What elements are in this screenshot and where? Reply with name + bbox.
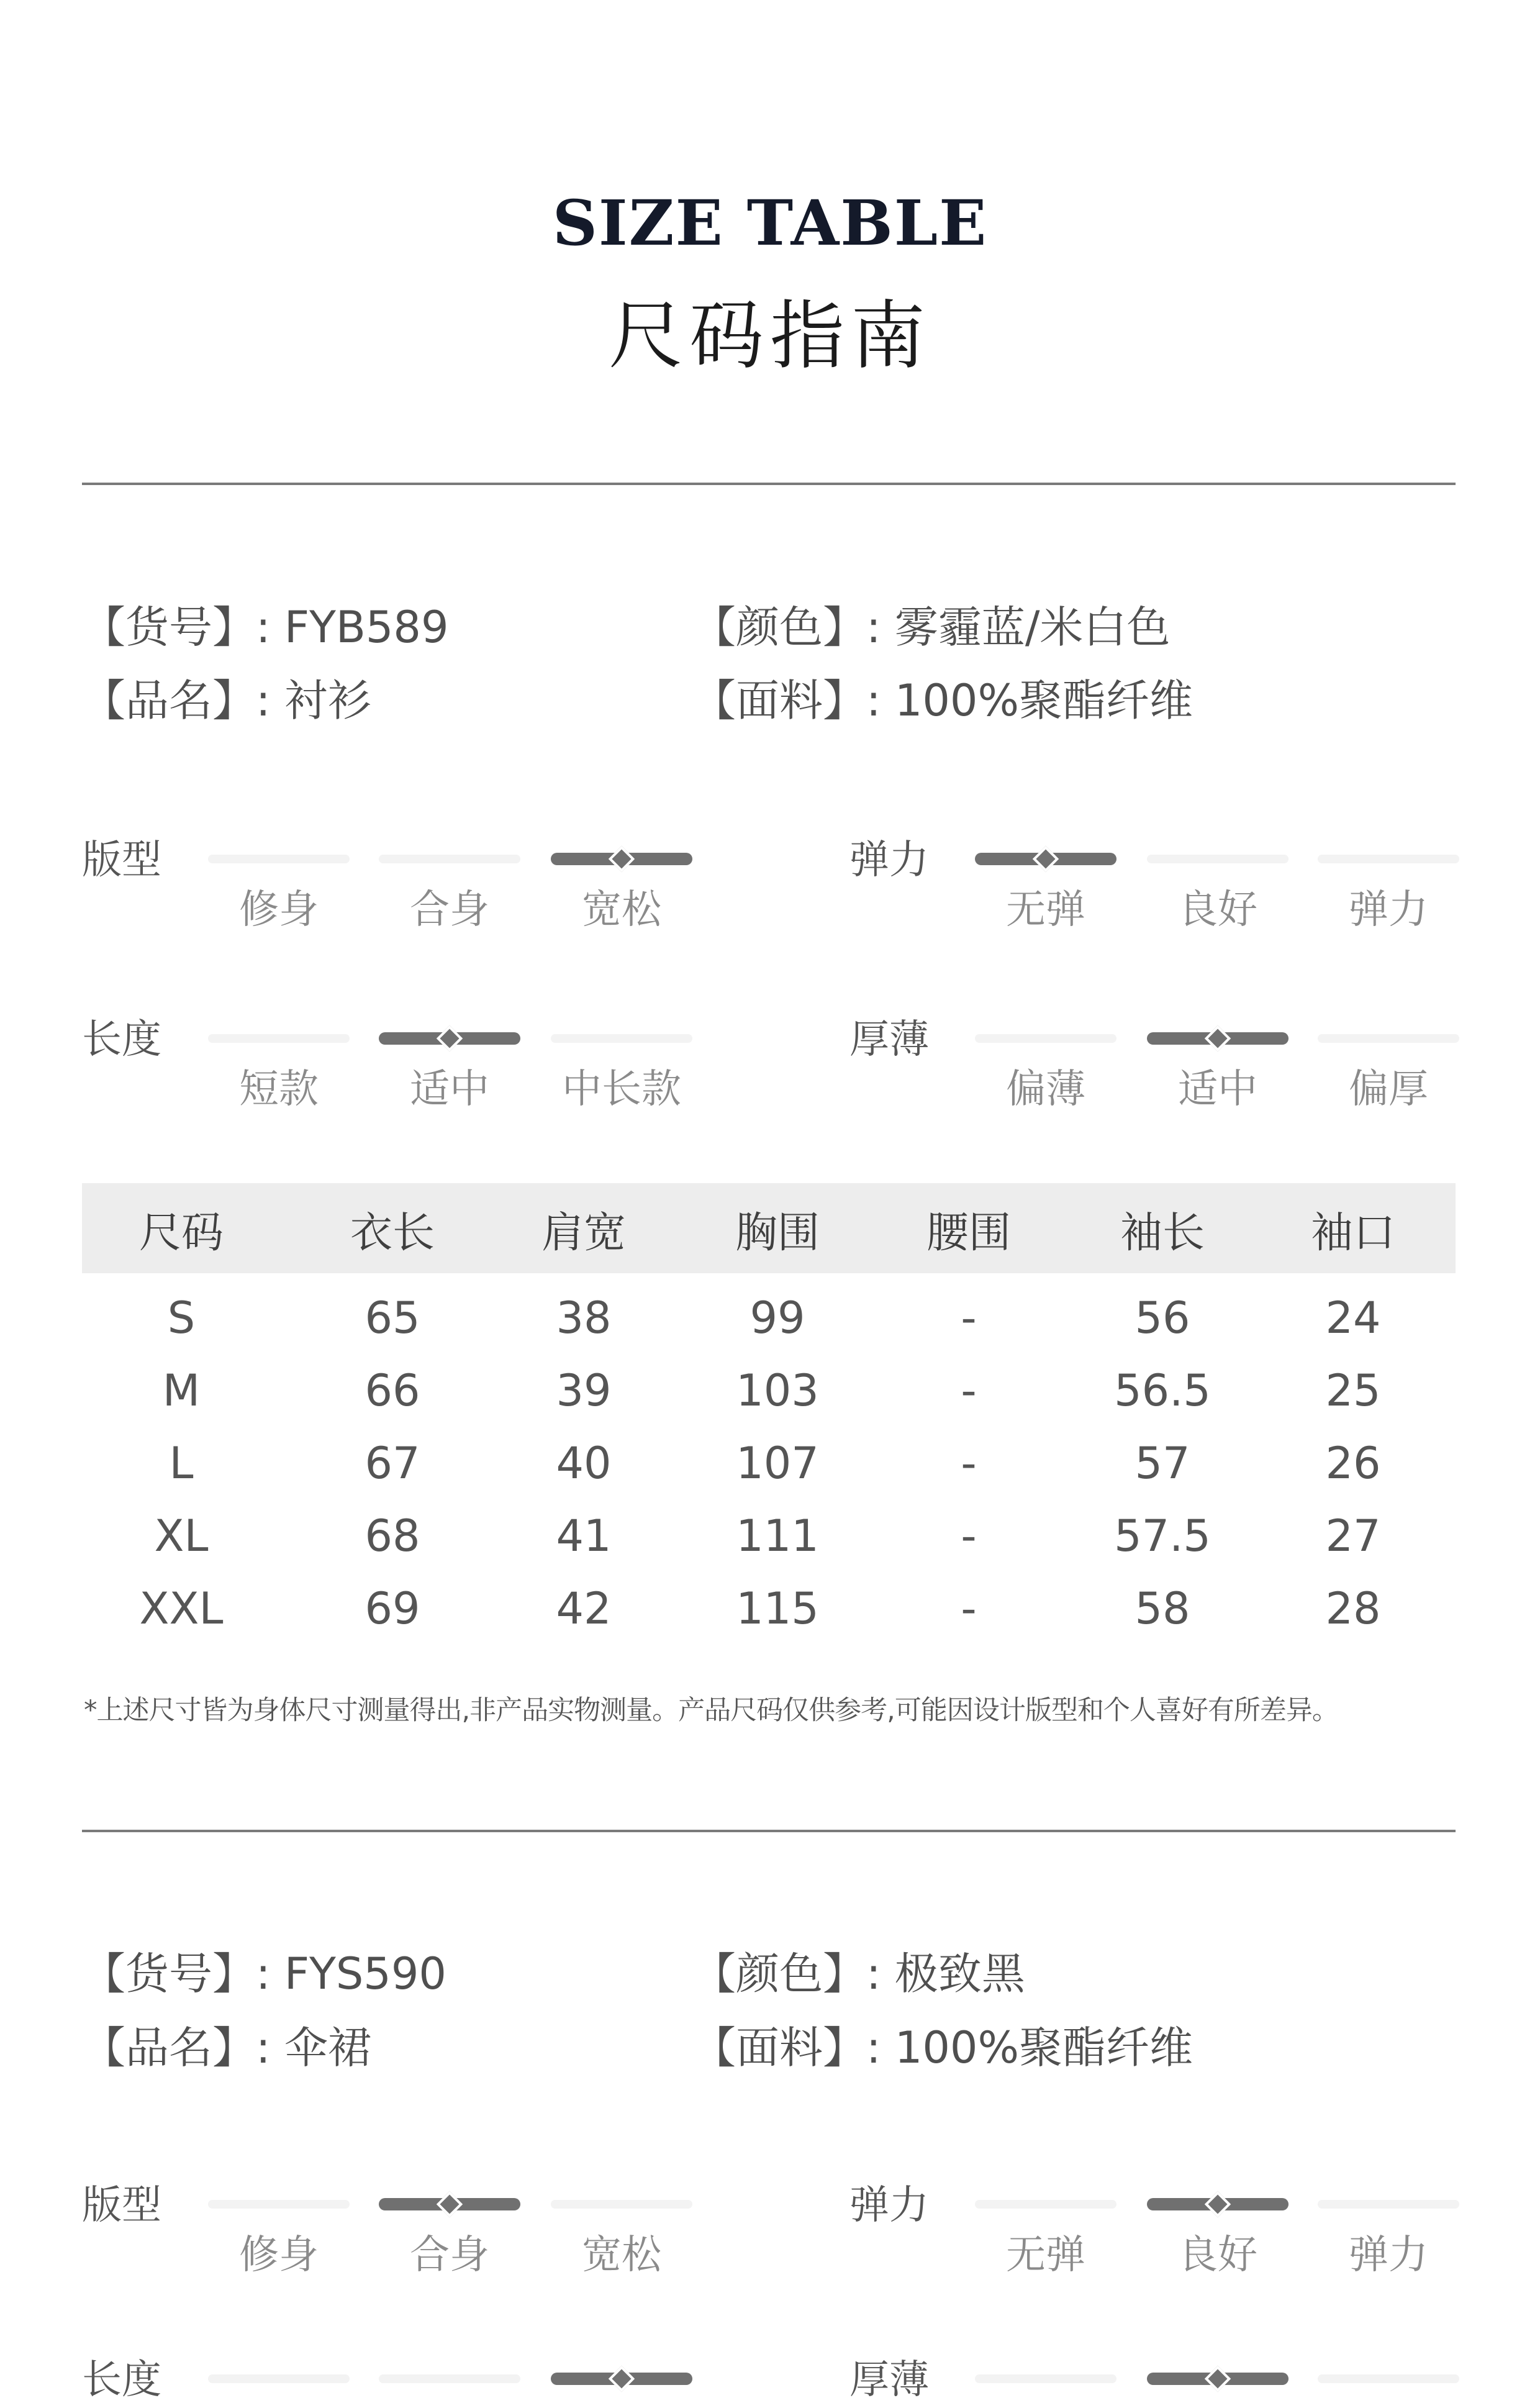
- scale-option-label: 修身: [239, 2232, 319, 2278]
- table-cell-size: S: [167, 1292, 196, 1343]
- scale-bar: [1318, 2374, 1459, 2383]
- product1-color: 【颜色】: 雾霾蓝/米白色: [692, 602, 1171, 653]
- table-cell: 68: [365, 1510, 420, 1561]
- table-cell: 57: [1135, 1438, 1190, 1489]
- table-cell: 58: [1135, 1583, 1190, 1634]
- scale-bar-selected: [1147, 2373, 1289, 2385]
- scale-bar: [208, 2200, 350, 2209]
- scale-bar: [975, 1034, 1116, 1043]
- scale-marker-icon: [1033, 846, 1059, 872]
- table-cell: 115: [736, 1583, 819, 1634]
- table-cell: -: [961, 1365, 977, 1416]
- scale-bar: [551, 2200, 692, 2209]
- table-cell: 28: [1325, 1583, 1381, 1634]
- table-cell: 103: [736, 1365, 819, 1416]
- scale-option-label: 适中: [1178, 1066, 1257, 1112]
- product2-color: 【颜色】: 极致黑: [692, 1948, 1025, 1999]
- scale-option-label: 弹力: [1349, 887, 1428, 933]
- table-cell-size: XL: [154, 1510, 209, 1561]
- scale-label: 版型: [82, 2183, 161, 2228]
- scale-marker-icon: [437, 2191, 463, 2217]
- scale-label: 版型: [82, 837, 161, 883]
- table-cell: 42: [556, 1583, 612, 1634]
- scale-option-label: 中长款: [562, 1066, 681, 1112]
- product1-fabric: 【面料】: 100%聚酯纤维: [692, 675, 1193, 726]
- col-header-sleeve-length: 袖长: [1120, 1209, 1205, 1258]
- scale-bar: [208, 855, 350, 863]
- scale-label: 长度: [82, 2357, 161, 2403]
- table-cell-size: XXL: [139, 1583, 224, 1634]
- table-cell: 56.5: [1114, 1365, 1211, 1416]
- page-title-cn: 尺码指南: [609, 293, 931, 379]
- scale-marker-icon: [609, 2366, 635, 2392]
- page-title-en: SIZE TABLE: [552, 186, 988, 260]
- product1-sku: 【货号】: FYB589: [82, 602, 449, 653]
- product2-fabric: 【面料】: 100%聚酯纤维: [692, 2022, 1193, 2073]
- table-cell: -: [961, 1292, 977, 1343]
- scale-marker-icon: [609, 846, 635, 872]
- table-cell: 66: [365, 1365, 420, 1416]
- table-cell: 41: [556, 1510, 612, 1561]
- scale-bar: [975, 2374, 1116, 2383]
- scale-option-label: 宽松: [582, 2232, 661, 2278]
- table-cell: 69: [365, 1583, 420, 1634]
- table-cell: 25: [1325, 1365, 1381, 1416]
- table-cell: 40: [556, 1438, 612, 1489]
- scale-option-label: 偏薄: [1006, 1066, 1085, 1112]
- size-table-header: [82, 1183, 1456, 1273]
- divider: [82, 483, 1456, 485]
- scale-label: 弹力: [849, 837, 929, 883]
- scale-bar: [1318, 855, 1459, 863]
- scale-marker-icon: [1205, 1025, 1231, 1052]
- table-cell-size: M: [162, 1365, 201, 1416]
- table-cell: -: [961, 1510, 977, 1561]
- table-cell: 99: [750, 1292, 805, 1343]
- scale-bar-selected: [1147, 2198, 1289, 2210]
- scale-bar: [1147, 855, 1289, 863]
- scale-marker-icon: [437, 1025, 463, 1052]
- col-header-waist: 腰围: [926, 1209, 1011, 1258]
- scale-bar-selected: [1147, 1032, 1289, 1045]
- col-header-shoulder: 肩宽: [541, 1209, 626, 1258]
- table-cell: 38: [556, 1292, 612, 1343]
- scale-option-label: 适中: [410, 1066, 489, 1112]
- scale-bar-selected: [379, 1032, 520, 1045]
- scale-label: 厚薄: [849, 2357, 929, 2403]
- scale-option-label: 短款: [239, 1066, 319, 1112]
- product2-name: 【品名】: 伞裙: [82, 2022, 371, 2073]
- scale-label: 弹力: [849, 2183, 929, 2228]
- table-cell: 57.5: [1114, 1510, 1211, 1561]
- table-cell-size: L: [169, 1438, 194, 1489]
- table-cell: 65: [365, 1292, 420, 1343]
- table-cell: -: [961, 1438, 977, 1489]
- scale-bar: [379, 855, 520, 863]
- product2-sku: 【货号】: FYS590: [82, 1948, 446, 1999]
- col-header-size: 尺码: [138, 1209, 224, 1258]
- scale-option-label: 合身: [410, 2232, 489, 2278]
- scale-bar-selected: [551, 853, 692, 865]
- scale-option-label: 偏厚: [1349, 1066, 1428, 1112]
- scale-option-label: 无弹: [1006, 887, 1085, 933]
- product1-name: 【品名】: 衬衫: [82, 675, 371, 726]
- table-cell: 26: [1325, 1438, 1381, 1489]
- scale-option-label: 合身: [410, 887, 489, 933]
- scale-marker-icon: [1205, 2366, 1231, 2392]
- scale-bar-selected: [975, 853, 1116, 865]
- scale-bar: [975, 2200, 1116, 2209]
- table-cell: 107: [736, 1438, 819, 1489]
- scale-bar: [1318, 1034, 1459, 1043]
- scale-bar: [208, 2374, 350, 2383]
- scale-bar: [379, 2374, 520, 2383]
- size-note: *上述尺寸皆为身体尺寸测量得出,非产品实物测量。产品尺码仅供参考,可能因设计版型和个人喜好有所差异。: [84, 1695, 1338, 1726]
- col-header-bust: 胸围: [735, 1209, 820, 1258]
- scale-option-label: 宽松: [582, 887, 661, 933]
- col-header-cuff: 袖口: [1310, 1209, 1395, 1258]
- scale-option-label: 修身: [239, 887, 319, 933]
- scale-bar: [551, 1034, 692, 1043]
- scale-label: 厚薄: [849, 1017, 929, 1063]
- table-cell: 67: [365, 1438, 420, 1489]
- scale-label: 长度: [82, 1017, 161, 1063]
- scale-bar-selected: [379, 2198, 520, 2210]
- scale-option-label: 良好: [1178, 2232, 1257, 2278]
- table-cell: -: [961, 1583, 977, 1634]
- table-cell: 111: [736, 1510, 819, 1561]
- scale-option-label: 良好: [1178, 887, 1257, 933]
- scale-bar-selected: [551, 2373, 692, 2385]
- table-cell: 39: [556, 1365, 612, 1416]
- table-cell: 27: [1325, 1510, 1381, 1561]
- scale-bar: [208, 1034, 350, 1043]
- scale-option-label: 弹力: [1349, 2232, 1428, 2278]
- col-header-length: 衣长: [350, 1209, 435, 1258]
- scale-option-label: 无弹: [1006, 2232, 1085, 2278]
- divider: [82, 1830, 1456, 1832]
- table-cell: 24: [1325, 1292, 1381, 1343]
- table-cell: 56: [1135, 1292, 1190, 1343]
- scale-bar: [1318, 2200, 1459, 2209]
- scale-marker-icon: [1205, 2191, 1231, 2217]
